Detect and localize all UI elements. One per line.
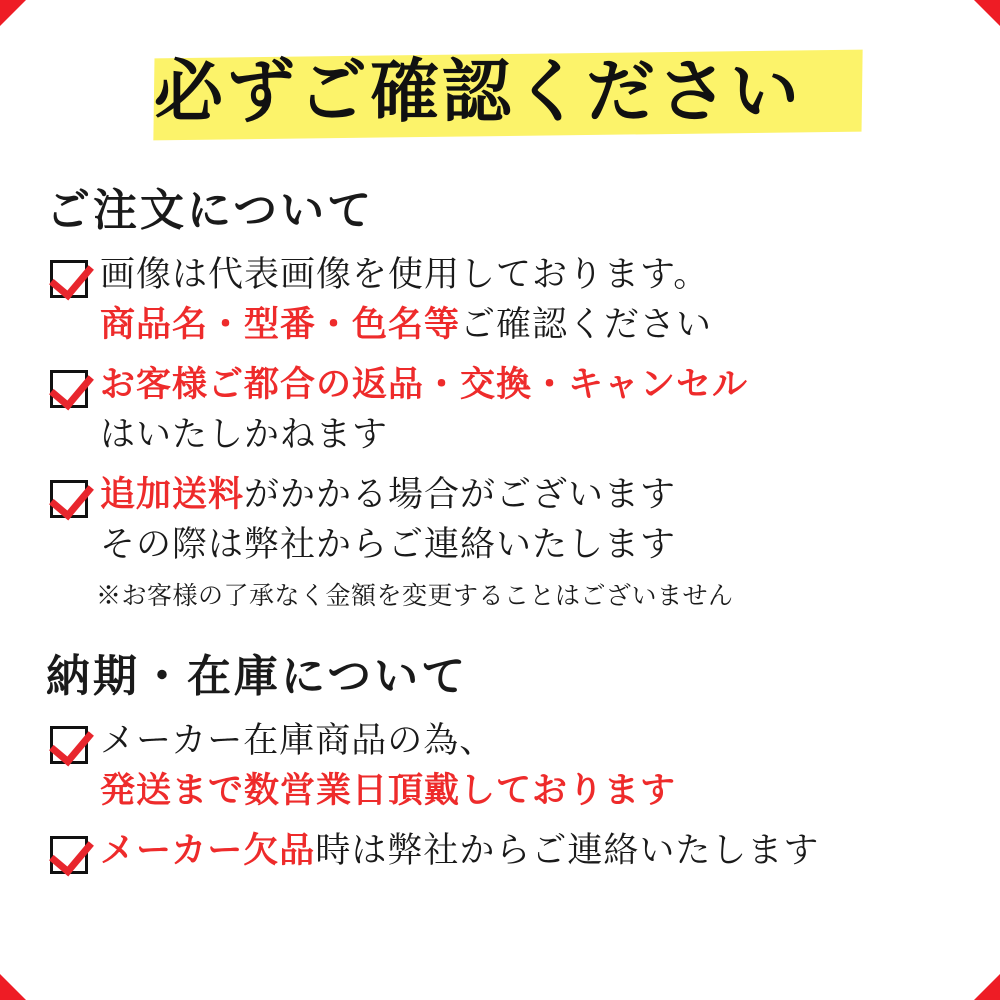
list-item-line1-black: メーカー在庫商品の為、 [100,721,496,761]
checkbox-checked-icon [50,480,88,518]
corner-accent-top-left [0,0,26,26]
list-item-line1-black: がかかる場合がございます [244,475,677,515]
corner-accent-top-right [974,0,1000,26]
checkbox-checked-icon [50,726,88,764]
list-item-line1-red: 追加送料 [100,474,245,515]
list-item-line2-black: ご確認ください [460,305,713,345]
list-item-line1-black: 画像は代表画像を使用しております。 [100,255,710,295]
list-item [50,718,956,814]
list-item-line2-red: 商品名・型番・色名等 [100,304,461,345]
list-item-text [100,472,676,568]
list-item-line2-red: 発送まで数営業日頂戴しております [100,770,677,811]
list-item-line2-black: その際は弊社からご連絡いたします [100,525,677,565]
list-item-line1-black: 時は弊社からご連絡いたします [315,831,820,871]
list-item-note: ※お客様の了承なく金額を変更することはございません [96,581,734,610]
list-item [50,828,956,874]
list-item [50,252,956,348]
corner-accent-bottom-left [0,974,26,1000]
section-title-orders: ご注文について [46,185,375,236]
headline-block [154,40,956,152]
list-item-text [100,828,819,874]
list-item-text [100,252,712,348]
page-title: 必ずご確認ください [154,51,802,132]
list-item-line1-red: メーカー欠品 [100,830,316,871]
list-item-line2-black: はいたしかねます [100,415,389,455]
list-item [50,472,956,568]
list-item [50,362,956,458]
checkbox-checked-icon [50,260,88,298]
section-title-delivery: 納期・在庫について [46,651,469,702]
corner-accent-bottom-right [974,974,1000,1000]
checkbox-checked-icon [50,836,88,874]
list-item-line1-red: お客様ご都合の返品・交換・キャンセル [100,364,749,405]
checkbox-checked-icon [50,370,88,408]
list-item-text [100,362,748,458]
list-item-text [100,718,676,814]
